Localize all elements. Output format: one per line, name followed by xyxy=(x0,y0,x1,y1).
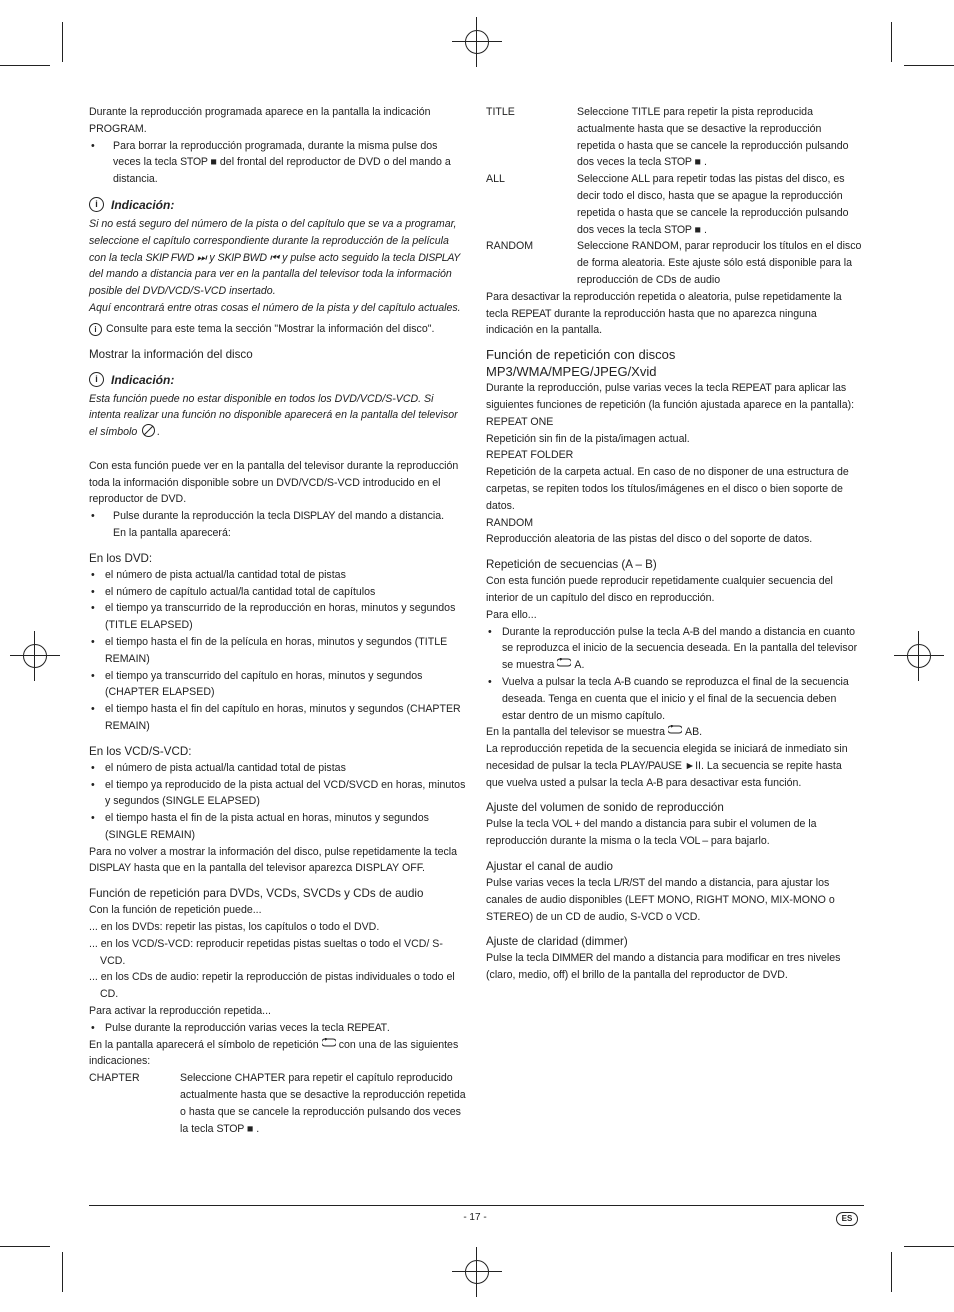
repeat-one-desc: Repetición sin fin de la pista/imagen actual. xyxy=(486,432,690,445)
ab-para: Para ello... xyxy=(486,608,537,621)
list-item: • el número de pista actual/la cantidad total de pistas xyxy=(89,760,467,777)
note-heading: i Indicación: xyxy=(89,371,467,389)
registration-mark-bottom xyxy=(462,1257,492,1287)
registration-mark-left xyxy=(20,641,50,671)
section-title-show-info: Mostrar la información del disco xyxy=(89,347,253,361)
section-title-audio: Ajustar el canal de audio xyxy=(486,860,613,874)
repeat-intro: Con la función de repetición puede... xyxy=(89,904,262,917)
repeat-symbol-text: En la pantalla aparecerá el símbolo de repetición con una de las siguientes indicaciones: xyxy=(89,1038,459,1068)
repeat-bullet: • Pulse durante la reproducción varias veces la tecla REPEAT. xyxy=(89,1020,467,1037)
registration-mark-right xyxy=(904,641,934,671)
vcd-list-title: En los VCD/S-VCD: xyxy=(89,744,192,758)
note-consult: i Consulte para este tema la sección "Mostrar la información del disco". xyxy=(89,321,467,338)
crop-mark xyxy=(62,22,63,62)
dimmer-text: Pulse la tecla DIMMER del mando a distancia para modificar en tres niveles (claro, medio, off) el brillo de la pantalla del reproductor de DVD. xyxy=(486,952,841,982)
vcd-info-list xyxy=(89,760,467,844)
def-title: TITLE Seleccione TITLE para repetir la pista reproducida actualmente hasta que se desactive la reproducción repetida o hasta que se cancele la reproducción pulsando dos veces la tecla STOP ■ . xyxy=(486,106,849,169)
section-title-volume: Ajuste del volumen de sonido de reproducción xyxy=(486,801,724,815)
ab-bullet-1: • Durante la reproducción pulse la tecla A-B del mando a distancia en cuanto se reproduzca el inicio de la secuencia deseada. En la pantalla del televisor se muestra A. xyxy=(486,624,862,674)
repeat-activate: Para activar la reproducción repetida... xyxy=(89,1005,271,1018)
note-text: Si no está seguro del número de la pista o del capítulo que se va a programar, seleccione el capítulo correspondiente durante la reproducción de la película con la tecla SKIP FWD ⏭ y SKIP BWD ⏮ y pulse acto seguido la tecla DISPLAY del mando a distancia para ver en la pantalla del televisor toda la información posible del DVD/VCD/S-VCD insertado. xyxy=(89,217,461,298)
note-heading: i Indicación: xyxy=(89,196,467,214)
repeat-one-term: REPEAT ONE xyxy=(486,415,554,428)
mp3-intro: Durante la reproducción, pulse varias veces la tecla REPEAT para aplicar las siguientes funciones de repetición (la función ajustada aparece en la pantalla): xyxy=(486,382,855,411)
prohibited-icon xyxy=(142,424,155,437)
list-item: • el número de capítulo actual/la cantidad total de capítulos xyxy=(89,584,467,601)
ab-intro: Con esta función puede reproducir repetidamente cualquier secuencia del interior de un capítulo del disco en reproducción. xyxy=(486,575,833,604)
list-item: • el tiempo ya reproducido de la pista actual del VCD/SVCD en horas, minutos y segundos (SINGLE ELAPSED) xyxy=(89,777,467,811)
repeat-folder-term: REPEAT FOLDER xyxy=(486,449,574,462)
list-item: ... en los DVDs: repetir las pistas, los capítulos o todo el DVD. xyxy=(89,921,380,934)
list-item: • el tiempo hasta el fin del capítulo en horas, minutos y segundos (CHAPTER REMAIN) xyxy=(89,701,467,735)
repeat-icon xyxy=(322,1038,336,1047)
dvd-info-list xyxy=(89,567,467,735)
list-item: • el tiempo hasta el fin de la película en horas, minutos y segundos (TITLE REMAIN) xyxy=(89,634,467,668)
def-random: RANDOM Seleccione RANDOM, parar reproducir los títulos en el disco de forma aleatoria. Este ajuste sólo está disponible para la reproducción de CDs de audio xyxy=(486,240,862,286)
section-title-dimmer: Ajuste de claridad (dimmer) xyxy=(486,935,628,949)
crop-mark xyxy=(0,1246,50,1247)
page-number: - 17 - xyxy=(463,1212,487,1223)
note-text-2: Aquí encontrará entre otras cosas el número de la pista y del capítulo actuales. xyxy=(89,301,461,314)
info-paragraph: Con esta función puede ver en la pantalla del televisor durante la reproducción toda la información disponible sobre un DVD/VCD/S-VCD introducido en el reproductor de DVD. xyxy=(89,459,459,506)
crop-mark xyxy=(891,1252,892,1292)
right-column xyxy=(486,104,862,984)
audio-text: Pulse varias veces la tecla L/R/ST del mando a distancia, para ajustar los canales de audio disponibles (LEFT MONO, RIGHT MONO, MIX-MONO o STEREO) de un CD de audio, S-VCD o VCD. xyxy=(486,877,835,923)
footer-divider xyxy=(89,1205,864,1206)
crop-mark xyxy=(904,65,954,66)
display-off-paragraph: Para no volver a mostrar la información del disco, pulse repetidamente la tecla DISPLAY hasta que en la pantalla del televisor aparezca DISPLAY OFF. xyxy=(89,845,458,875)
def-chapter: CHAPTER Seleccione CHAPTER para repetir el capítulo reproducido actualmente hasta que se desactive la reproducción repetida o hasta que se cancele la reproducción pulsando dos veces la tecla STOP ■ . xyxy=(89,1072,466,1135)
language-badge: ES xyxy=(836,1212,858,1226)
crop-mark xyxy=(0,65,50,66)
display-bullet: • Pulse durante la reproducción la tecla DISPLAY del mando a distancia. En la pantalla aparecerá: xyxy=(89,508,467,542)
ab-repeat-text: La reproducción repetida de la secuencia elegida se iniciará de inmediato sin necesidad de pulsar la tecla PLAY/PAUSE ►II. La secuencia se repite hasta que vuelva usted a pulsar la tecla A-B para desactivar esta función. xyxy=(486,743,848,789)
dvd-list-title: En los DVD: xyxy=(89,551,153,565)
note-text: Esta función puede no estar disponible en todos los DVD/VCD/S-VCD. Si intenta realizar una función no disponible aparecerá en la pantalla del televisor el símbolo . xyxy=(89,392,458,439)
list-item: ... en los VCD/S-VCD: reproducir repetidas pistas sueltas o todo el VCD/ S-VCD. xyxy=(89,937,443,967)
left-column xyxy=(89,104,467,1137)
random-desc: Reproducción aleatoria de las pistas del disco o del soporte de datos. xyxy=(486,533,813,546)
registration-mark-top xyxy=(462,27,492,57)
volume-text: Pulse la tecla VOL + del mando a distancia para subir el volumen de la reproducción durante la misma o la tecla VOL – para bajarlo. xyxy=(486,818,817,848)
program-intro: Durante la reproducción programada aparece en la pantalla la indicación PROGRAM. xyxy=(89,106,431,135)
info-icon: i xyxy=(89,372,104,387)
clear-program-bullet: • Para borrar la reproducción programada, durante la misma pulse dos veces la tecla STOP ■ del frontal del reproductor de DVD o del mando a distancia. xyxy=(89,138,467,188)
info-icon: i xyxy=(89,197,104,212)
list-item: • el número de pista actual/la cantidad total de pistas xyxy=(89,567,467,584)
list-item: ... en los CDs de audio: repetir la reproducción de pistas individuales o todo el CD. xyxy=(89,971,455,1001)
list-item: • el tiempo hasta el fin de la pista actual en horas, minutos y segundos (SINGLE REMAIN) xyxy=(89,810,467,844)
random-term: RANDOM xyxy=(486,516,534,529)
info-icon: i xyxy=(89,323,102,336)
section-title-ab: Repetición de secuencias (A – B) xyxy=(486,558,657,572)
crop-mark xyxy=(904,1246,954,1247)
section-title-repeat: Función de repetición para DVDs, VCDs, SVCDs y CDs de audio xyxy=(89,887,424,901)
repeat-folder-desc: Repetición de la carpeta actual. En caso de no disponer de una estructura de carpetas, se repiten todos los títulos/imágenes en el disco o bien soporte de datos. xyxy=(486,466,849,512)
repeat-icon xyxy=(557,658,571,667)
repeat-icon xyxy=(668,725,682,734)
repeat-options-list xyxy=(89,919,467,1003)
ab-screen-text: En la pantalla del televisor se muestra AB. xyxy=(486,726,703,739)
ab-bullet-2: • Vuelva a pulsar la tecla A-B cuando se reproduzca el final de la secuencia deseada. Tenga en cuenta que el inicio y el final de la secuencia deben estar dentro de un mismo capítulo. xyxy=(486,674,862,724)
list-item: • el tiempo ya transcurrido de la reproducción en horas, minutos y segundos (TITLE ELAPSED) xyxy=(89,600,467,634)
section-title-mp3: Función de repetición con discos MP3/WMA/MPEG/JPEG/Xvid xyxy=(486,347,676,379)
deactivate-paragraph: Para desactivar la reproducción repetida o aleatoria, pulse repetidamente la tecla REPEAT durante la reproducción hasta que no aparezca ninguna indicación en la pantalla. xyxy=(486,290,842,337)
crop-mark xyxy=(62,1252,63,1292)
crop-mark xyxy=(891,22,892,62)
def-all: ALL Seleccione ALL para repetir todas las pistas del disco, es decir todo el disco, hasta que se apague la reproducción repetida o hasta que se cancele la reproducción pulsando dos veces la tecla STOP ■ . xyxy=(486,173,849,236)
list-item: • el tiempo ya transcurrido del capítulo en horas, minutos y segundos (CHAPTER ELAPSED) xyxy=(89,668,467,702)
